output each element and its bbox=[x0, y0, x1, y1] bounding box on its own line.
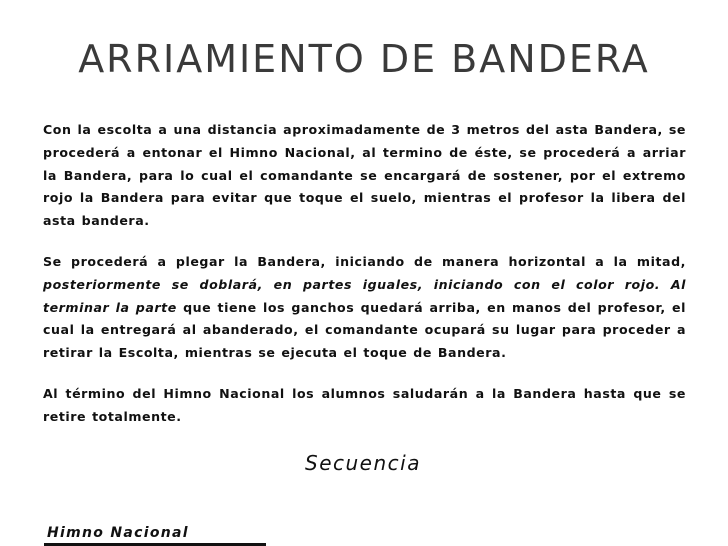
paragraph-plegar bbox=[43, 251, 686, 365]
paragraph-plegar-italic: posteriormente se doblará, en partes iguales, iniciando con el color rojo. Al terminar la parte bbox=[43, 276, 686, 315]
paragraph-plegar-end: que tiene los ganchos quedará arriba, en manos del profesor, el cual la entregará al abanderado, el comandante ocupará su lugar para proceder a retirar la Escolta, mientras se ejecuta el toque de Bandera. bbox=[43, 299, 686, 361]
paragraph-escolta: Con la escolta a una distancia aproximadamente de 3 metros del asta Bandera, se procederá a entonar el Himno Nacional, al termino de éste, se procederá a arriar la Bandera, para lo cual el comandante se encargará de sostener, por el extremo rojo la Bandera para evitar que toque el suelo, mientras el profesor la libera del asta bandera. bbox=[43, 122, 686, 229]
body-text bbox=[43, 119, 686, 447]
sequence-step-himno: Himno Nacional bbox=[47, 525, 189, 541]
paragraph-plegar-start: Se procederá a plegar la Bandera, iniciando de manera horizontal a la mitad, bbox=[43, 253, 686, 269]
slide-title: ARRIAMIENTO DE BANDERA bbox=[78, 37, 650, 81]
sequence-heading: Secuencia bbox=[305, 451, 421, 475]
paragraph-saludo: Al término del Himno Nacional los alumnos saludarán a la Bandera hasta que se retire totalmente. bbox=[43, 385, 686, 424]
